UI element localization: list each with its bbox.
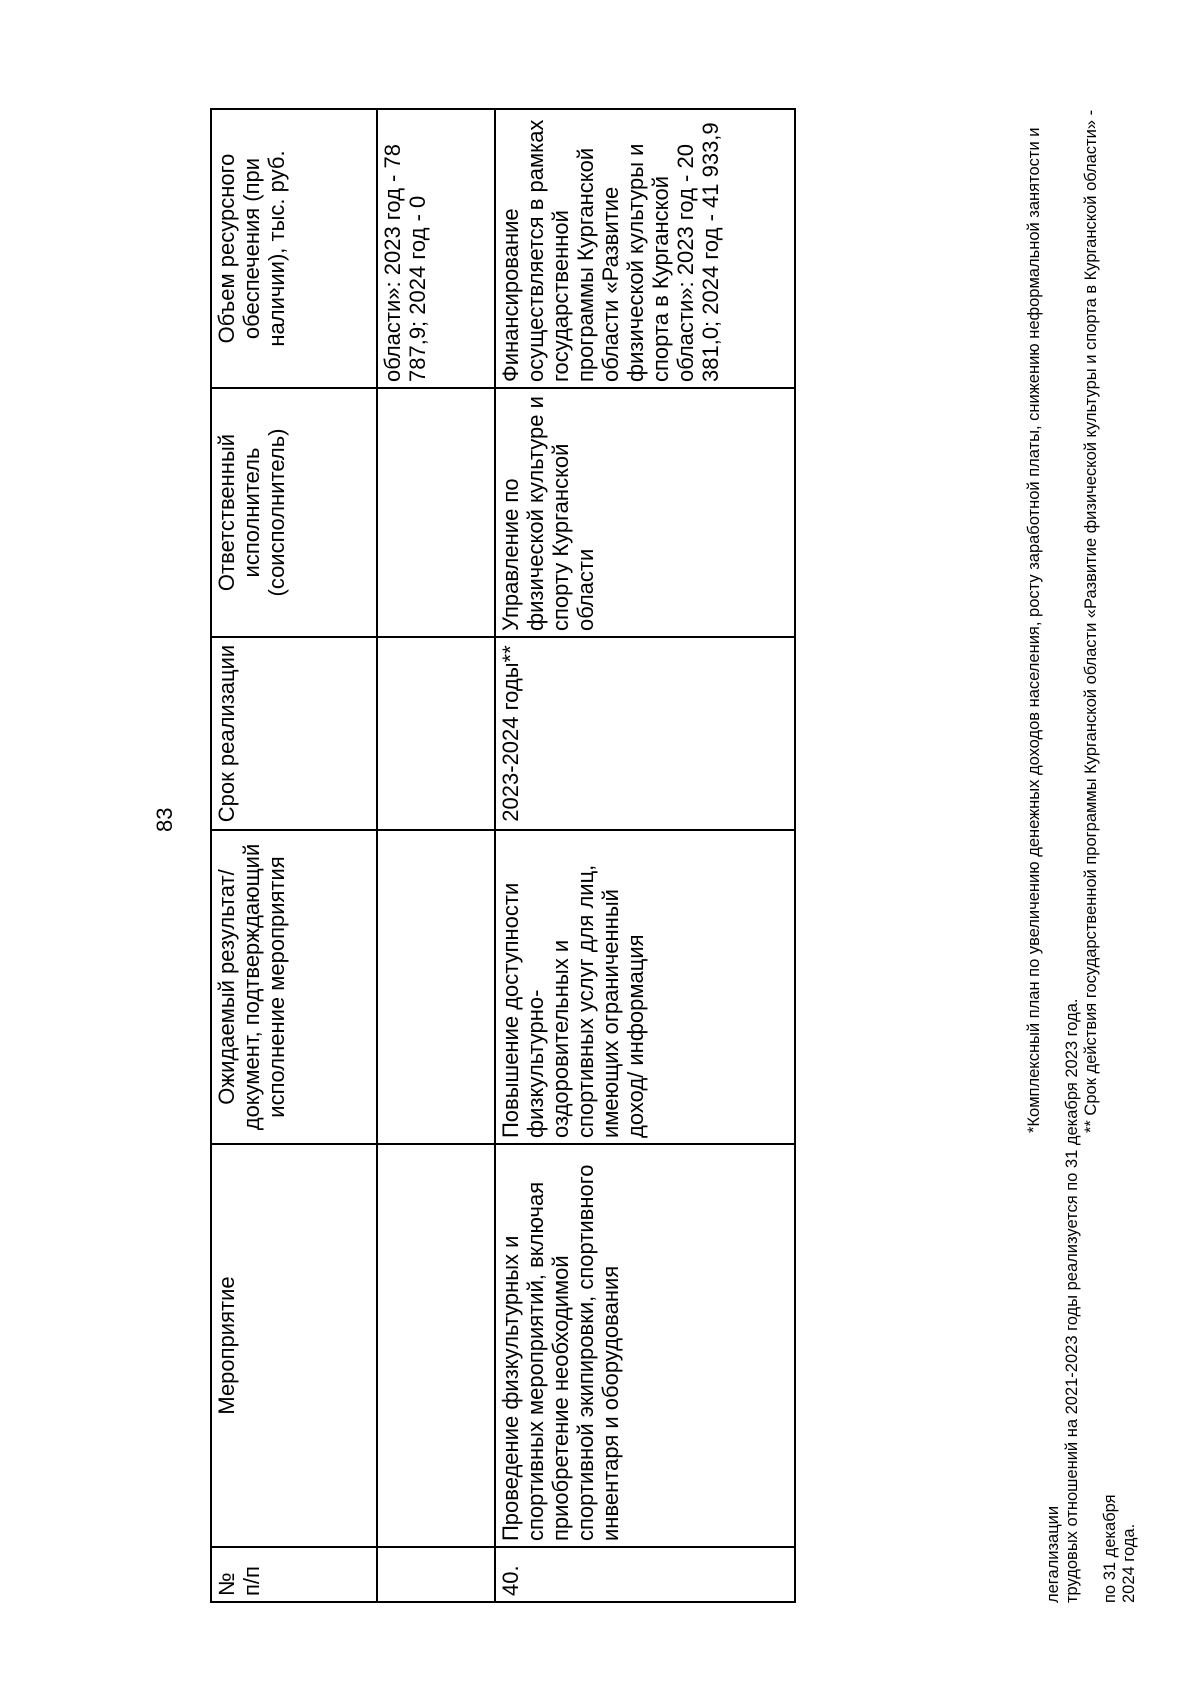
landscape-content [210,103,1138,1603]
activities-table [210,108,796,1603]
footnote-2-line-1: ** Срок действия государственной программы Курганской области «Развитие физической культуры и спорта в Курганской области» - по 31 декабря [1082,105,1119,1603]
header-num: № п/п [211,1547,377,1602]
cell-num [377,1547,495,1602]
page-number: 83 [152,807,177,832]
header-executor: Ответственный исполнитель (соисполнитель) [211,388,377,637]
table-row [495,109,795,1602]
header-result: Ожидаемый результат/документ, подтверждающий исполнение мероприятия [211,830,377,1144]
cell-period: 2023-2024 годы** [495,637,795,830]
cell-funding: области»: 2023 год - 78 787,9; 2024 год - 0 [377,109,495,388]
cell-result: Повышение доступности физкультурно-оздоровительных и спортивных услуг для лиц, имеющих ограниченный доход/ информация [495,830,795,1144]
cell-event [377,1144,495,1547]
footnote-2-line-2: 2024 года. [1120,1523,1138,1603]
footnote-1-line-1: *Комплексный план по увеличению денежных доходов населения, росту заработной платы, снижению неформальной занятости и легализации [1025,122,1062,1603]
table-row [377,109,495,1602]
cell-event: Проведение физкультурных и спортивных мероприятий, включая приобретение необходимой спортивной экипировки, спортивного инвентаря и оборудования [495,1144,795,1547]
cell-period [377,637,495,830]
cell-executor [377,388,495,637]
footnote-1-line-2: трудовых отношений на 2021-2023 годы реализуется по 31 декабря 2023 года. [1063,998,1081,1603]
table-header-row [211,109,377,1602]
cell-num: 40. [495,1547,795,1602]
header-event: Мероприятие [211,1144,377,1547]
footnotes [1025,103,1139,1603]
cell-executor: Управление по физической культуре и спорту Курганской области [495,388,795,637]
cell-funding: Финансирование осуществляется в рамках государственной программы Курганской области «Развитие физической культуры и спорта в Курганской области»: 2023 год - 20 381,0; 2024 год - 41 933,9 [495,109,795,388]
header-period: Срок реализации [211,637,377,830]
cell-result [377,830,495,1144]
header-funding: Объем ресурсного обеспечения (при наличии), тыс. руб. [211,109,377,388]
